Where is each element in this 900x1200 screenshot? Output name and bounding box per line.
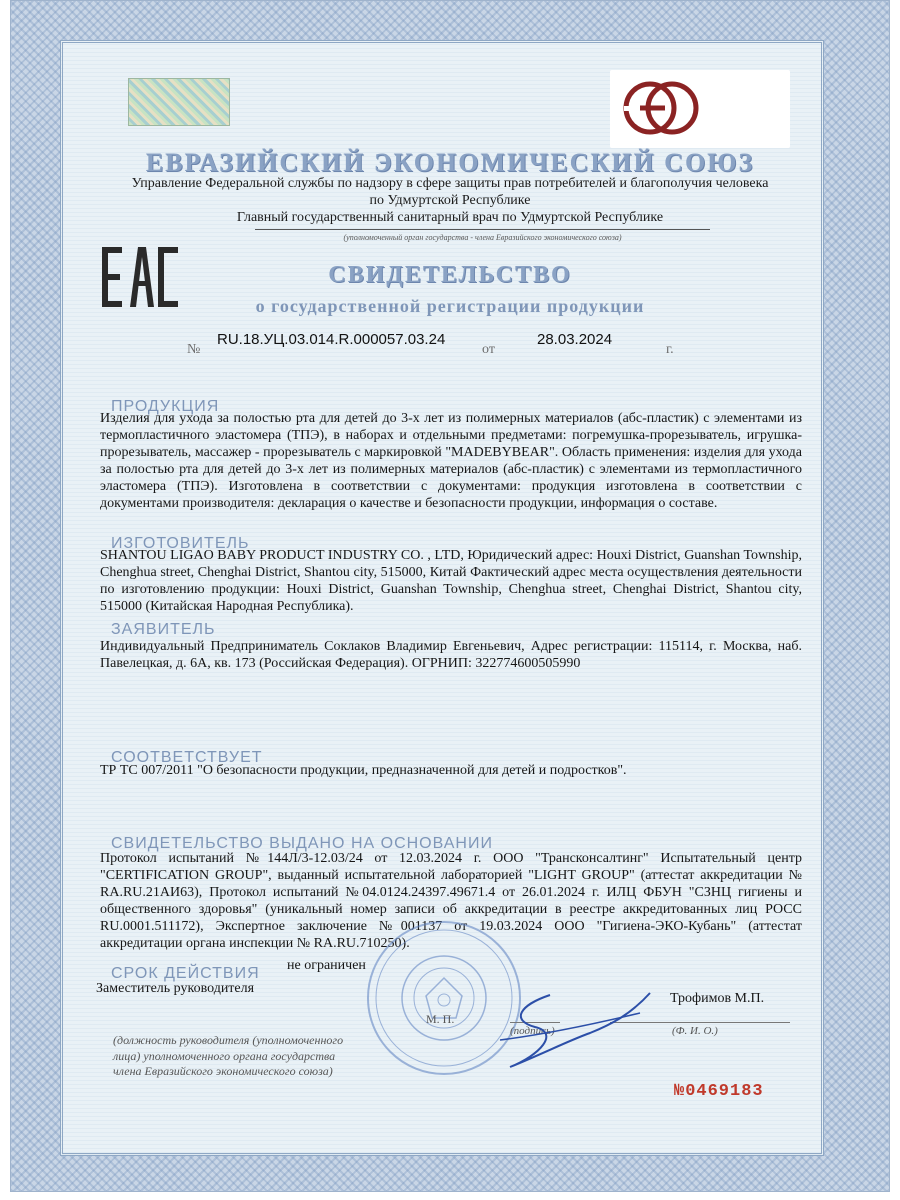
validity-value: не ограничен [287,958,366,973]
basis-text: Протокол испытаний №144Л/3-12.03/24 от 12.03.2024 г. ООО "Трансконсалтинг" Испытательный центр "CERTIFICATION GROUP", выданный испытательной лабораторией "LIGHT GROUP" (аттестат аккредитации № RA.RU.21АИ63), Протокол испытаний №04.0124.24397.49671.4 от 26.01.2024 г. ИЛЦ ФБУН "СЗНЦ гигиены и общественного здоровья" (уникальный номер записи об аккредитации в реестре аккредитованных лиц РОСС RU.0001.511172), Экспертное заключение №001137 от 19.03.2024 ООО "Гигиена-ЭКО-Кубань" (аттестат аккредитации органа инспекции № RA.RU.710250). [100,851,802,951]
year-label: г. [666,342,674,357]
product-description: Изделия для ухода за полостью рта для детей до 3-х лет из полимерных материалов (абс-пластик) с элементами из термопластичного эластомера (ТПЭ), в наборах и отдельными предметами: погремушка-прорезыватель, игрушка-прорезыватель, массажер - прорезыватель с маркировкой "MADEBYBEAR". Область применения: изделия для ухода за полостью рта для детей до 3-х лет из полимерных материалов (абс-пластик) с элементами из термопластичного эластомера (ТПЭ). Изготовлена в соответствии с документами: продукция изготовлена в соответствии с документами производителя: декларация о качестве и безопасности продукции, информация о составе. [100,411,802,511]
signatory-name: Трофимов М.П. [670,991,765,1006]
certificate-subtitle: о государственной регистрации продукции [255,296,645,316]
product-section-label: ПРОДУКЦИЯ [111,398,220,415]
union-title: ЕВРАЗИЙСКИЙ ЭКОНОМИЧЕСКИЙ СОЮЗ [145,148,755,177]
basis-section-label: СВИДЕТЕЛЬСТВО ВЫДАНО НА ОСНОВАНИИ [111,835,493,852]
manufacturer-description: SHANTOU LIGAO BABY PRODUCT INDUSTRY CO. , LTD, Юридический адрес: Houxi District, Guanshan Township, Chenghua street, Chenghai District, Shantou city, 515000, Китай Фактический адрес места осуществления деятельности по изготовлению продукции: Houxi District, Guanshan Township, Chenghua street, Chenghai District, Shantou city, 515000 (Китайская Народная Республика). [100,548,802,614]
ce-mark-box [610,70,790,148]
applicant-description: Индивидуальный Предприниматель Соклаков Владимир Евгеньевич, Адрес регистрации: 115114, г. Москва, наб. Павелецкая, д. 6А, кв. 173 (Российская Федерация). ОГРНИП: 322774600505990 [100,639,802,671]
applicant-section-label: ЗАЯВИТЕЛЬ [111,621,216,638]
signature-caption: (подпись) [510,1025,555,1037]
conformity-section-label: СООТВЕТСТВУЕТ [111,749,263,766]
authority-line-1: Управление Федеральной службы по надзору в сфере защиты прав потребителей и благополучия человека [131,176,769,191]
certificate-number: RU.18.УЦ.03.014.R.000057.03.24 [217,331,446,348]
hologram-sticker [128,78,230,126]
authority-line-2: по Удмуртской Республике [369,193,531,208]
number-label: № [187,342,201,357]
conformity-mark-logo [620,76,700,140]
date-from-label: от [482,342,495,357]
validity-section-label: СРОК ДЕЙСТВИЯ [111,965,260,982]
position-caption-line-3: члена Евразийского экономического союза) [113,1064,333,1078]
manufacturer-section-label: ИЗГОТОВИТЕЛЬ [111,535,250,552]
signatory-position: Заместитель руководителя [96,981,255,996]
form-serial-number: №0469183 [674,1082,764,1101]
issuing-authority [95,175,805,226]
handwritten-signature [480,985,660,1075]
certificate-date: 28.03.2024 [537,331,613,348]
certificate-title: СВИДЕТЕЛЬСТВО [328,262,572,288]
position-caption-line-1: (должность руководителя (уполномоченного [113,1033,344,1047]
position-caption-line-2: лица) уполномоченного органа государства [113,1049,336,1063]
authority-underline [255,229,710,230]
stamp-place-label: М. П. [426,1012,455,1026]
conformity-text: ТР ТС 007/2011 "О безопасности продукции, предназначенной для детей и подростков". [100,763,627,778]
name-caption: (Ф. И. О.) [672,1025,718,1037]
authority-caption: (уполномоченный орган государства - члена Евразийского экономического союза) [343,233,622,242]
authority-line-3: Главный государственный санитарный врач по Удмуртской Республике [236,210,664,225]
